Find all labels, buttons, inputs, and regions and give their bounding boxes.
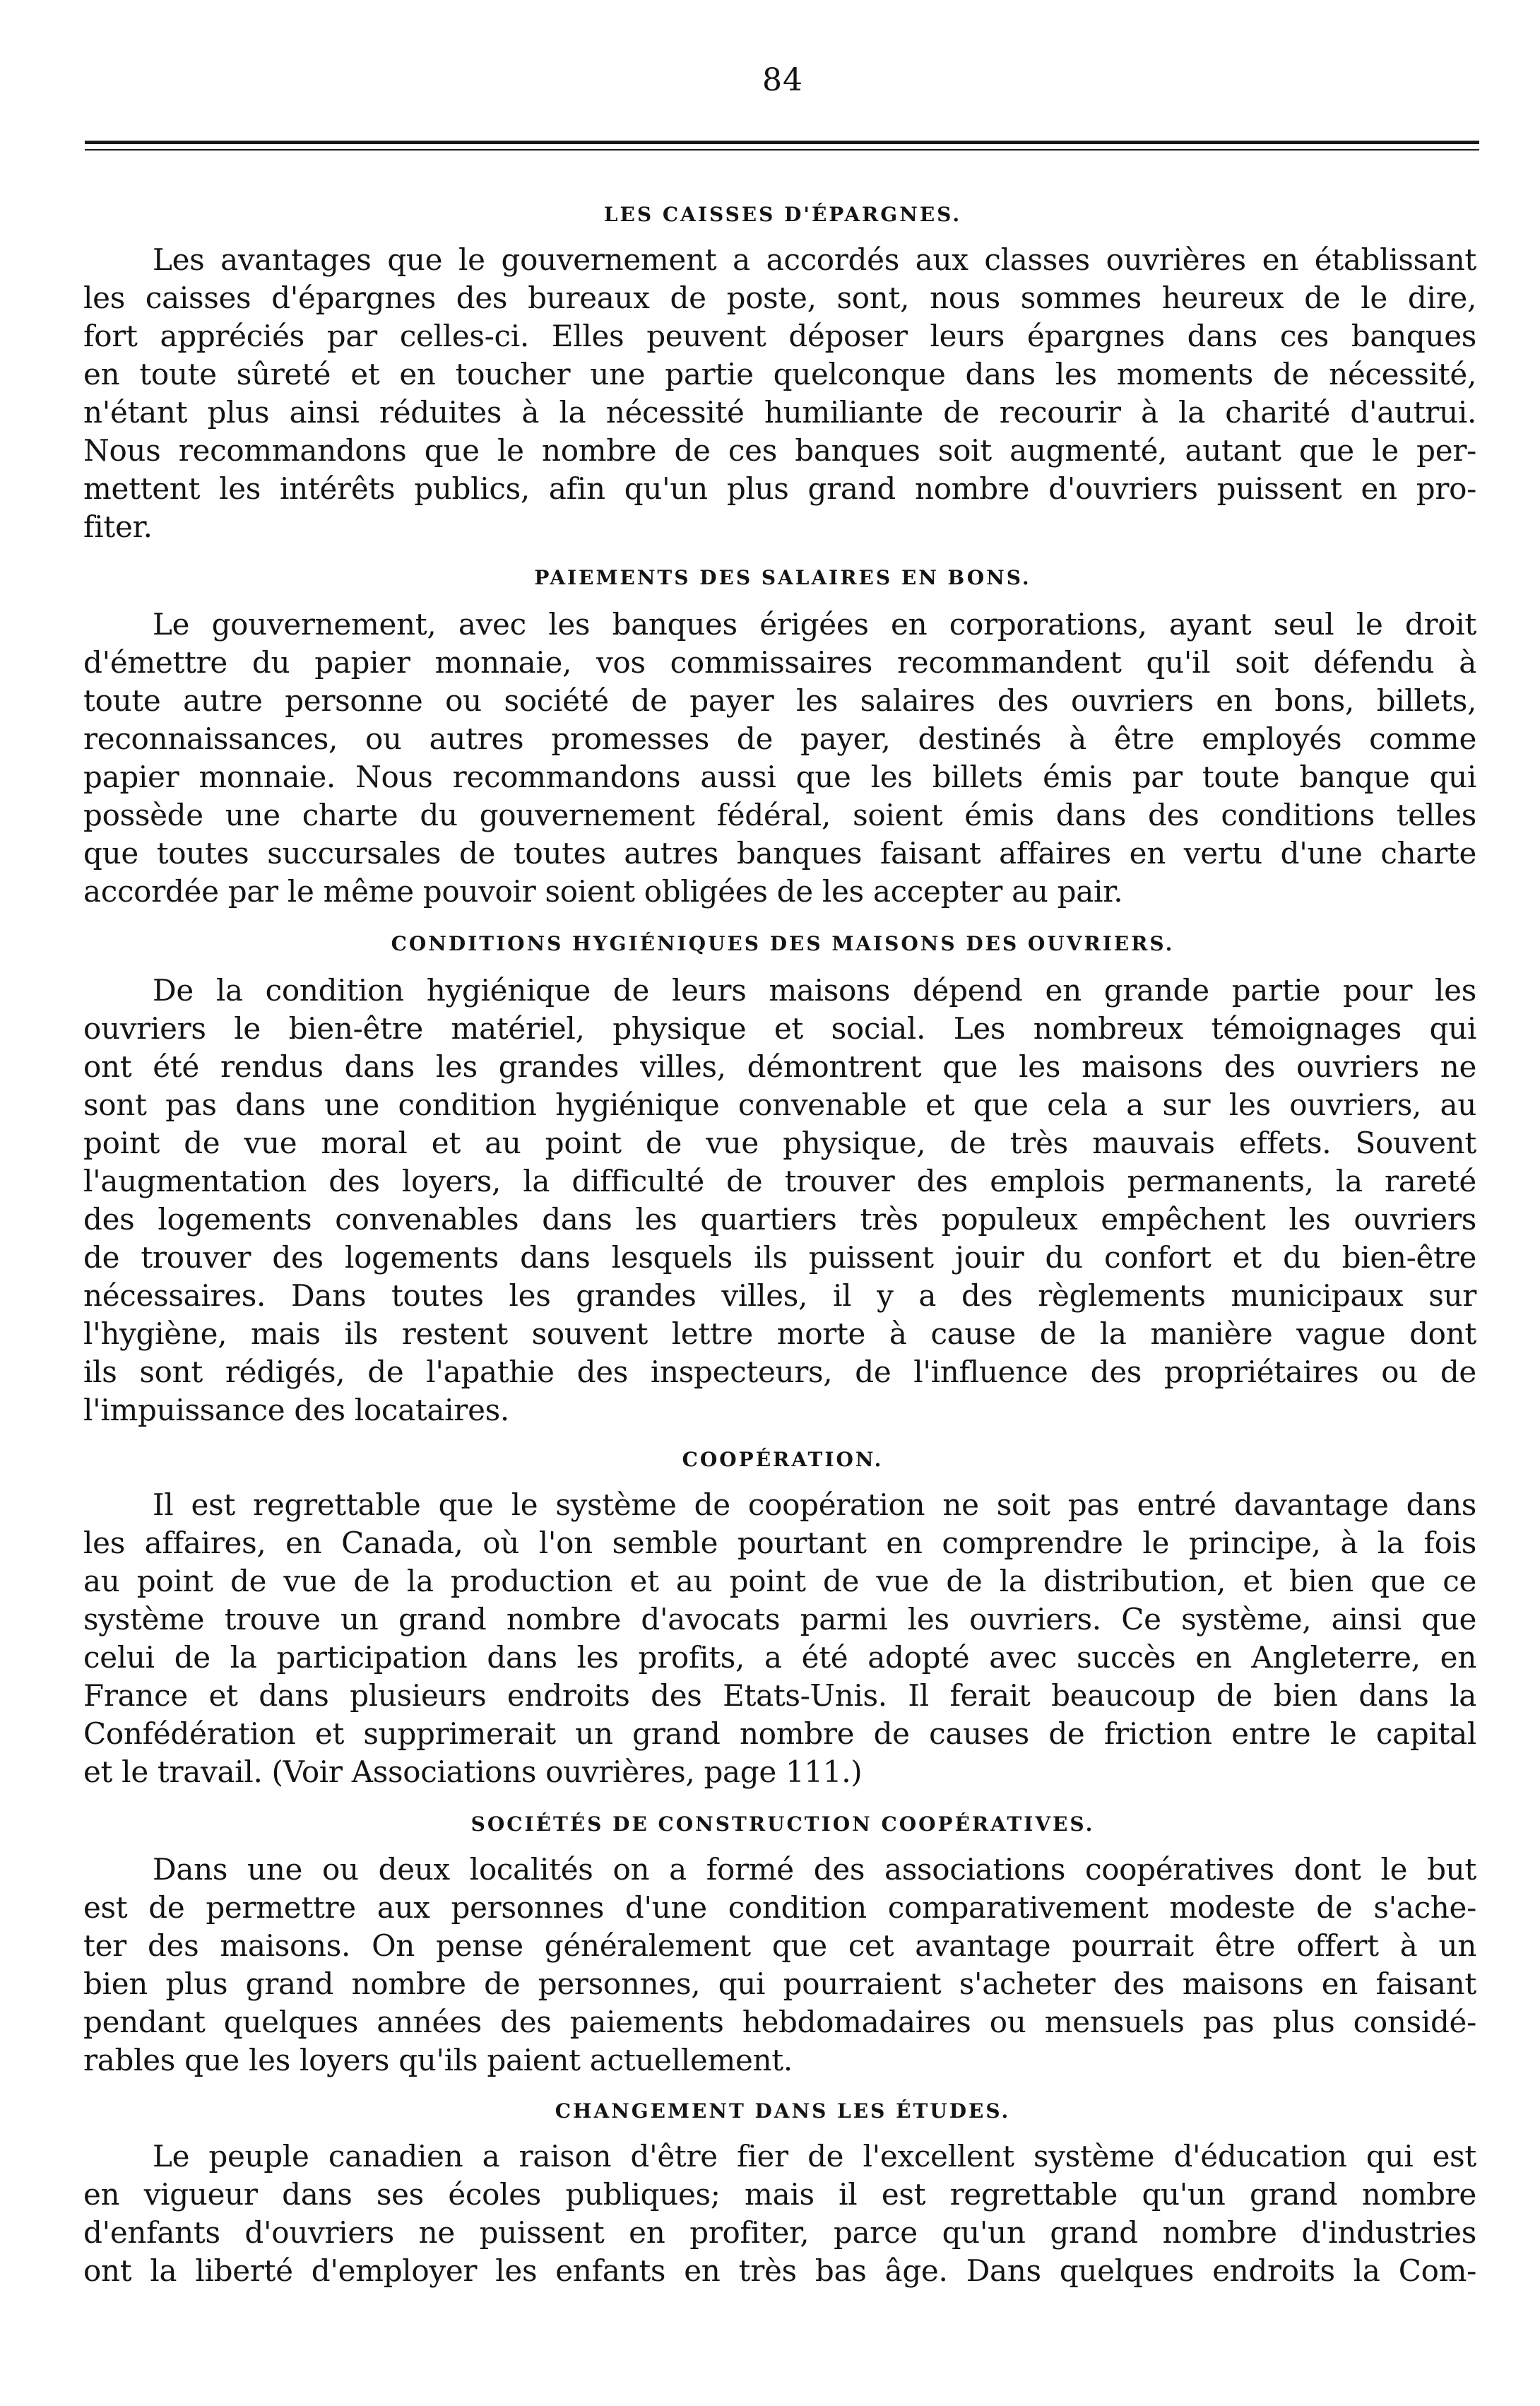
paragraph-line: en toute sûreté et en toucher une partie quelconque dans les moments de nécessité, bbox=[83, 357, 1476, 391]
paragraph-line: ils sont rédigés, de l'apathie des inspecteurs, de l'influence des propriétaires ou de bbox=[83, 1355, 1476, 1389]
paragraph-line: toute autre personne ou société de payer les salaires des ouvriers en bons, billets, bbox=[83, 683, 1476, 718]
section-heading: CONDITIONS HYGIÉNIQUES DES MAISONS DES OUVRIERS. bbox=[391, 932, 1175, 955]
paragraph-line: des logements convenables dans les quartiers très populeux empêchent les ouvriers bbox=[83, 1202, 1476, 1237]
paragraph-line: Le gouvernement, avec les banques érigées en corporations, ayant seul le droit bbox=[153, 607, 1476, 642]
section-heading: SOCIÉTÉS DE CONSTRUCTION COOPÉRATIVES. bbox=[470, 1812, 1095, 1836]
paragraph-line: bien plus grand nombre de personnes, qui pourraient s'acheter des maisons en faisant bbox=[83, 1966, 1476, 2001]
paragraph-line: l'hygiène, mais ils restent souvent lettre morte à cause de la manière vague dont bbox=[83, 1316, 1476, 1351]
paragraph-line: fort appréciés par celles-ci. Elles peuvent déposer leurs épargnes dans ces banques bbox=[83, 319, 1476, 353]
paragraph-line: possède une charte du gouvernement fédéral, soient émis dans des conditions telles bbox=[83, 798, 1476, 832]
section-heading: LES CAISSES D'ÉPARGNES. bbox=[603, 203, 962, 226]
paragraph-line: que toutes succursales de toutes autres banques faisant affaires en vertu d'une charte bbox=[83, 836, 1476, 871]
paragraph-line: mettent les intérêts publics, afin qu'un plus grand nombre d'ouvriers puissent en pro- bbox=[83, 471, 1476, 506]
paragraph-line: fiter. bbox=[83, 509, 153, 544]
header-rule-thick bbox=[85, 141, 1479, 144]
section-heading: COOPÉRATION. bbox=[682, 1448, 884, 1471]
paragraph-line: France et dans plusieurs endroits des Etats-Unis. Il ferait beaucoup de bien dans la bbox=[83, 1678, 1476, 1713]
paragraph-line: les caisses d'épargnes des bureaux de poste, sont, nous sommes heureux de le dire, bbox=[83, 281, 1476, 315]
paragraph-line: l'augmentation des loyers, la difficulté de trouver des emplois permanents, la rareté bbox=[83, 1164, 1476, 1198]
paragraph-line: point de vue moral et au point de vue physique, de très mauvais effets. Souvent bbox=[83, 1126, 1476, 1160]
document-page bbox=[83, 0, 1482, 2406]
paragraph-line: papier monnaie. Nous recommandons aussi que les billets émis par toute banque qui bbox=[83, 760, 1476, 794]
paragraph-line: De la condition hygiénique de leurs maisons dépend en grande partie pour les bbox=[153, 973, 1476, 1008]
paragraph-line: ont été rendus dans les grandes villes, démontrent que les maisons des ouvriers ne bbox=[83, 1049, 1476, 1084]
page-number: 84 bbox=[762, 62, 803, 98]
paragraph-line: est de permettre aux personnes d'une condition comparativement modeste de s'ache- bbox=[83, 1890, 1476, 1925]
paragraph-line: reconnaissances, ou autres promesses de payer, destinés à être employés comme bbox=[83, 721, 1476, 756]
paragraph-line: Les avantages que le gouvernement a accordés aux classes ouvrières en établissant bbox=[153, 242, 1476, 277]
section-heading: CHANGEMENT DANS LES ÉTUDES. bbox=[555, 2099, 1011, 2123]
section-heading: PAIEMENTS DES SALAIRES EN BONS. bbox=[534, 566, 1031, 589]
paragraph-line: pendant quelques années des paiements hebdomadaires ou mensuels pas plus considé- bbox=[83, 2005, 1476, 2039]
paragraph-line: Confédération et supprimerait un grand nombre de causes de friction entre le capital bbox=[83, 1716, 1476, 1751]
paragraph-line: ont la liberté d'employer les enfants en très bas âge. Dans quelques endroits la Com- bbox=[83, 2253, 1476, 2288]
paragraph-line: ouvriers le bien-être matériel, physique et social. Les nombreux témoignages qui bbox=[83, 1011, 1476, 1046]
paragraph-line: et le travail. (Voir Associations ouvrières, page 111.) bbox=[83, 1755, 863, 1789]
paragraph-line: rables que les loyers qu'ils paient actuellement. bbox=[83, 2043, 793, 2077]
paragraph-line: au point de vue de la production et au point de vue de la distribution, et bien que ce bbox=[83, 1564, 1476, 1598]
paragraph-line: en vigueur dans ses écoles publiques; mais il est regrettable qu'un grand nombre bbox=[83, 2177, 1476, 2212]
paragraph-line: système trouve un grand nombre d'avocats parmi les ouvriers. Ce système, ainsi que bbox=[83, 1602, 1476, 1637]
paragraph-line: d'enfants d'ouvriers ne puissent en profiter, parce qu'un grand nombre d'industries bbox=[83, 2215, 1476, 2250]
paragraph-line: Dans une ou deux localités on a formé des associations coopératives dont le but bbox=[153, 1852, 1476, 1887]
paragraph-line: nécessaires. Dans toutes les grandes villes, il y a des règlements municipaux sur bbox=[83, 1278, 1476, 1313]
paragraph-line: de trouver des logements dans lesquels ils puissent jouir du confort et du bien-être bbox=[83, 1240, 1476, 1275]
paragraph-line: d'émettre du papier monnaie, vos commissaires recommandent qu'il soit défendu à bbox=[83, 645, 1476, 680]
paragraph-line: sont pas dans une condition hygiénique convenable et que cela a sur les ouvriers, au bbox=[83, 1087, 1476, 1122]
paragraph-line: accordée par le même pouvoir soient obligées de les accepter au pair. bbox=[83, 874, 1123, 909]
paragraph-line: l'impuissance des locataires. bbox=[83, 1393, 509, 1427]
paragraph-line: Nous recommandons que le nombre de ces banques soit augmenté, autant que le per- bbox=[83, 433, 1476, 468]
paragraph-line: les affaires, en Canada, où l'on semble pourtant en comprendre le principe, à la fois bbox=[83, 1526, 1476, 1560]
header-rule-thin bbox=[85, 149, 1479, 151]
paragraph-line: celui de la participation dans les profits, a été adopté avec succès en Angleterre, en bbox=[83, 1640, 1476, 1675]
paragraph-line: Il est regrettable que le système de coopération ne soit pas entré davantage dans bbox=[153, 1487, 1476, 1522]
paragraph-line: ter des maisons. On pense généralement que cet avantage pourrait être offert à un bbox=[83, 1928, 1476, 1963]
paragraph-line: n'étant plus ainsi réduites à la nécessité humiliante de recourir à la charité d'autrui. bbox=[83, 395, 1476, 430]
paragraph-line: Le peuple canadien a raison d'être fier de l'excellent système d'éducation qui est bbox=[153, 2139, 1476, 2174]
